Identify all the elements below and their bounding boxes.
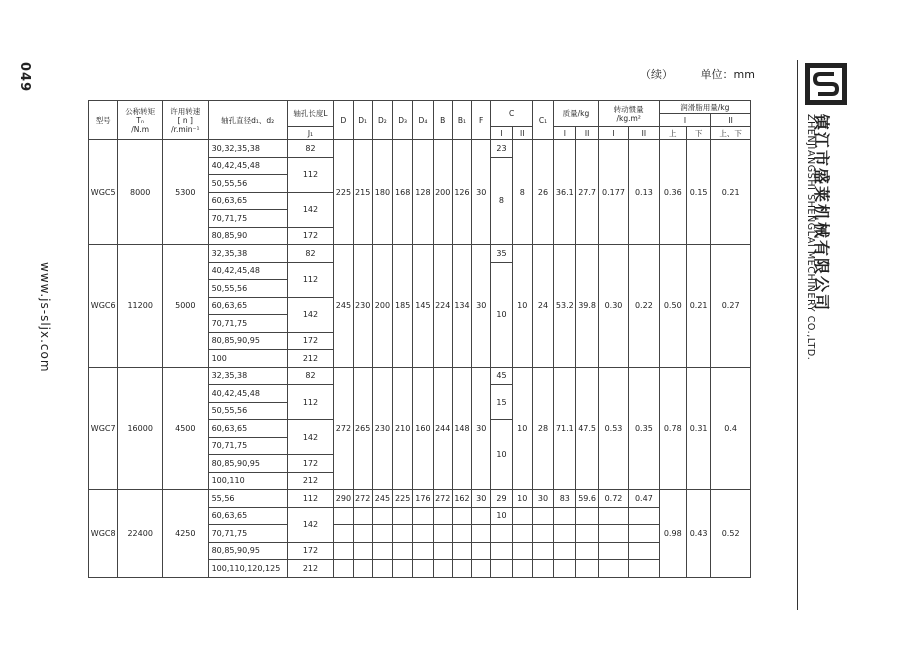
- dim-B1-cell: 162: [452, 490, 471, 508]
- table-row: [89, 245, 751, 263]
- mass-II-empty: [576, 560, 598, 578]
- dim-D1-cell: 272: [353, 490, 372, 508]
- company-logo-icon: [804, 62, 848, 106]
- dim-F-cell: 30: [472, 490, 491, 508]
- bore-cell: 32,35,38: [208, 245, 287, 263]
- dim-D1-cell: 215: [353, 140, 372, 245]
- dim-D2-cell: 230: [372, 367, 392, 490]
- dim-B-cell: 244: [433, 367, 452, 490]
- header-D4: D₄: [413, 101, 433, 140]
- bore-cell: 70,71,75: [208, 525, 287, 543]
- bore-cell: 60,63,65: [208, 507, 287, 525]
- header-D: D: [334, 101, 353, 140]
- length-cell: 212: [287, 560, 334, 578]
- header-grease-II: II: [711, 114, 751, 127]
- dim-C-II-empty: [512, 507, 532, 542]
- length-cell: 112: [287, 262, 334, 297]
- dim-D1-cell: 230: [353, 245, 372, 368]
- dim-F-cell: 30: [472, 140, 491, 245]
- dim-D1-empty: [353, 560, 372, 578]
- inertia-II-cell: 0.35: [629, 367, 659, 490]
- dim-C1-empty: [532, 560, 553, 578]
- header-inertia-II: II: [629, 127, 659, 140]
- bore-cell: 70,71,75: [208, 437, 287, 455]
- dim-D4-cell: 176: [413, 490, 433, 508]
- dim-F-cell: 30: [472, 367, 491, 490]
- mass-II-empty: [576, 542, 598, 560]
- torque-cell: 11200: [118, 245, 163, 368]
- inertia-I-cell: 0.30: [598, 245, 628, 368]
- header-grease-I: I: [659, 114, 711, 127]
- inertia-II-cell: 0.13: [629, 140, 659, 245]
- dim-D-empty: [334, 507, 353, 542]
- mass-II-cell: 39.8: [576, 245, 598, 368]
- bore-cell: 100,110,120,125: [208, 560, 287, 578]
- dim-B-cell: 272: [433, 490, 452, 508]
- dim-D4-empty: [413, 560, 433, 578]
- length-cell: 142: [287, 507, 334, 542]
- dim-D1-empty: [353, 507, 372, 542]
- grease-bottom-cell: 0.21: [686, 245, 710, 368]
- dim-C-I-value: 10: [496, 511, 507, 521]
- dim-C-I-cell: 23: [491, 140, 512, 158]
- dim-D3-cell: 225: [393, 490, 413, 508]
- length-cell: 212: [287, 472, 334, 490]
- dim-B1-empty: [452, 507, 471, 542]
- header-C1: C₁: [532, 101, 553, 140]
- mass-I-cell: 53.2: [554, 245, 576, 368]
- page-number: 049: [17, 62, 32, 93]
- header-torque-name: 公称转矩: [125, 106, 156, 116]
- dim-B-empty: [433, 560, 452, 578]
- dim-C-I-cell: 10: [491, 420, 512, 490]
- header-length: 轴孔长度L: [287, 101, 334, 127]
- dim-D2-empty: [372, 560, 392, 578]
- grease-top-cell: 0.36: [659, 140, 686, 245]
- dim-D-empty: [334, 560, 353, 578]
- dim-D1-empty: [353, 542, 372, 560]
- dim-C1-empty: [532, 542, 553, 560]
- bore-cell: 55,56: [208, 490, 287, 508]
- header-inertia-I: I: [598, 127, 628, 140]
- grease-bottom-cell: 0.43: [686, 490, 710, 578]
- dim-D3-cell: 168: [393, 140, 413, 245]
- bore-cell: 80,85,90,95: [208, 455, 287, 473]
- dim-D1-cell: 265: [353, 367, 372, 490]
- grease-II-cell: 0.4: [711, 367, 751, 490]
- inertia-I-empty: [598, 507, 628, 542]
- speed-cell: 5300: [162, 140, 208, 245]
- dim-C-II-empty: [512, 542, 532, 560]
- dim-B-cell: 224: [433, 245, 452, 368]
- header-torque: [118, 101, 163, 140]
- dim-D4-cell: 145: [413, 245, 433, 368]
- mass-II-cell: 47.5: [576, 367, 598, 490]
- dim-D2-empty: [372, 507, 392, 542]
- model-cell: WGC6: [89, 245, 118, 368]
- mass-I-cell: 36.1: [554, 140, 576, 245]
- bore-cell: 50,55,56: [208, 402, 287, 420]
- dim-D4-empty: [413, 507, 433, 542]
- header-grease-bottom: 下: [686, 127, 710, 140]
- dim-F-empty: [472, 542, 491, 560]
- speed-cell: 4250: [162, 490, 208, 578]
- inertia-II-empty: [629, 560, 659, 578]
- length-cell: 212: [287, 350, 334, 368]
- grease-II-cell: 0.52: [711, 490, 751, 578]
- dim-D-cell: 245: [334, 245, 353, 368]
- header-model: 型号: [89, 101, 118, 140]
- dim-C1-empty: [532, 507, 553, 542]
- grease-II-cell: 0.27: [711, 245, 751, 368]
- dim-C-I-cell: 35: [491, 245, 512, 263]
- length-cell: 112: [287, 385, 334, 420]
- header-grease-top-bottom: 上、下: [711, 127, 751, 140]
- mass-II-cell: 59.6: [576, 490, 598, 508]
- bore-cell: 50,55,56: [208, 280, 287, 298]
- dim-B1-empty: [452, 560, 471, 578]
- dim-B1-cell: 126: [452, 140, 471, 245]
- dim-D4-empty: [413, 542, 433, 560]
- header-C-I: I: [491, 127, 512, 140]
- header-speed-symbol: [ n ]: [177, 115, 193, 125]
- dim-B-empty: [433, 507, 452, 542]
- unit-label: 单位：mm: [700, 68, 755, 81]
- dim-C1-cell: 24: [532, 245, 553, 368]
- website-url: www.js-sljx.com: [38, 262, 52, 373]
- header-speed-name: 许用转速: [170, 106, 201, 116]
- grease-bottom-cell: 0.31: [686, 367, 710, 490]
- bore-cell: 80,85,90: [208, 227, 287, 245]
- dim-C-II-empty: [512, 560, 532, 578]
- dim-C-II-cell: 10: [512, 490, 532, 508]
- bore-cell: 32,35,38: [208, 367, 287, 385]
- grease-II-cell: 0.21: [711, 140, 751, 245]
- dim-C-I-empty: [491, 542, 512, 560]
- length-cell: 172: [287, 542, 334, 560]
- dim-C-I-cell: 15: [491, 385, 512, 420]
- header-speed-unit: /r.min⁻¹: [171, 124, 200, 134]
- length-cell: 172: [287, 227, 334, 245]
- bore-cell: 80,85,90,95: [208, 542, 287, 560]
- dim-D3-cell: 185: [393, 245, 413, 368]
- mass-II-cell: 27.7: [576, 140, 598, 245]
- dim-D-empty: [334, 542, 353, 560]
- header-inertia-name: 转动惯量: [613, 104, 644, 114]
- dim-D3-empty: [393, 542, 413, 560]
- grease-top-cell: 0.78: [659, 367, 686, 490]
- torque-cell: 8000: [118, 140, 163, 245]
- header-torque-unit: /N.m: [131, 124, 150, 134]
- bore-cell: 30,32,35,38: [208, 140, 287, 158]
- bore-cell: 40,42,45,48: [208, 157, 287, 175]
- bore-cell: 40,42,45,48: [208, 262, 287, 280]
- header-mass-I: I: [554, 127, 576, 140]
- dim-D2-empty: [372, 542, 392, 560]
- dim-D2-cell: 180: [372, 140, 392, 245]
- dim-B-empty: [433, 542, 452, 560]
- inertia-I-empty: [598, 542, 628, 560]
- dim-F-empty: [472, 507, 491, 542]
- bore-cell: 100,110: [208, 472, 287, 490]
- mass-I-empty: [554, 507, 576, 542]
- header-torque-symbol: Tₙ: [136, 115, 144, 125]
- length-cell: 142: [287, 192, 334, 227]
- dim-C-I-empty: [491, 560, 512, 578]
- torque-cell: 16000: [118, 367, 163, 490]
- speed-cell: 4500: [162, 367, 208, 490]
- header-grease-top: 上: [659, 127, 686, 140]
- dim-B-cell: 200: [433, 140, 452, 245]
- length-cell: 142: [287, 420, 334, 455]
- length-cell: 142: [287, 297, 334, 332]
- length-cell: 82: [287, 367, 334, 385]
- dim-C-I-cell: [491, 507, 512, 542]
- dim-B1-empty: [452, 542, 471, 560]
- dim-C-I-cell: 10: [491, 262, 512, 367]
- unit-line: [640, 66, 779, 82]
- bore-cell: 40,42,45,48: [208, 385, 287, 403]
- continued-label: （续）: [640, 68, 673, 81]
- table-row: [89, 367, 751, 385]
- inertia-II-empty: [629, 507, 659, 542]
- length-cell: 112: [287, 490, 334, 508]
- bore-cell: 60,63,65: [208, 297, 287, 315]
- coupling-spec-table: [88, 100, 751, 578]
- grease-bottom-cell: 0.15: [686, 140, 710, 245]
- dim-D2-cell: 245: [372, 490, 392, 508]
- mass-I-cell: 83: [554, 490, 576, 508]
- bore-cell: 70,71,75: [208, 315, 287, 333]
- header-D2: D₂: [372, 101, 392, 140]
- model-cell: WGC7: [89, 367, 118, 490]
- dim-B1-cell: 148: [452, 367, 471, 490]
- bore-cell: 100: [208, 350, 287, 368]
- dim-D-cell: 225: [334, 140, 353, 245]
- header-D3: D₃: [393, 101, 413, 140]
- dim-D3-empty: [393, 560, 413, 578]
- dim-C-I-cell: 45: [491, 367, 512, 385]
- header-B: B: [433, 101, 452, 140]
- header-inertia: [598, 101, 659, 127]
- dim-C-II-cell: 10: [512, 367, 532, 490]
- bore-cell: 60,63,65: [208, 420, 287, 438]
- speed-cell: 5000: [162, 245, 208, 368]
- company-name-en: ZHENJIANGSHI SHENGLAI MECHINERY CO.,LTD.: [805, 114, 816, 361]
- dim-D4-cell: 160: [413, 367, 433, 490]
- header-mass: 质量/kg: [554, 101, 599, 127]
- inertia-II-empty: [629, 542, 659, 560]
- table-row: [89, 490, 751, 508]
- bore-cell: 60,63,65: [208, 192, 287, 210]
- dim-D3-cell: 210: [393, 367, 413, 490]
- inertia-I-empty: [598, 560, 628, 578]
- header-C-II: II: [512, 127, 532, 140]
- header-mass-II: II: [576, 127, 598, 140]
- inertia-I-cell: 0.177: [598, 140, 628, 245]
- mass-I-empty: [554, 560, 576, 578]
- dim-C1-cell: 30: [532, 490, 553, 508]
- dim-C1-cell: 28: [532, 367, 553, 490]
- length-cell: 172: [287, 332, 334, 350]
- model-cell: WGC8: [89, 490, 118, 578]
- torque-cell: 22400: [118, 490, 163, 578]
- dim-C-II-cell: 10: [512, 245, 532, 368]
- inertia-II-cell: 0.47: [629, 490, 659, 508]
- header-B1: B₁: [452, 101, 471, 140]
- mass-I-cell: 71.1: [554, 367, 576, 490]
- header-bore: 轴孔直径d₁、d₂: [208, 101, 287, 140]
- header-grease: 润滑脂用量/kg: [659, 101, 750, 114]
- dim-D2-cell: 200: [372, 245, 392, 368]
- header-C: C: [491, 101, 533, 127]
- grease-top-cell: 0.98: [659, 490, 686, 578]
- length-cell: 172: [287, 455, 334, 473]
- dim-C-I-cell: 8: [491, 157, 512, 245]
- dim-C-II-cell: 8: [512, 140, 532, 245]
- mass-I-empty: [554, 542, 576, 560]
- inertia-I-cell: 0.72: [598, 490, 628, 508]
- header-length-J1: J₁: [287, 127, 334, 140]
- bore-cell: 50,55,56: [208, 175, 287, 193]
- header-D1: D₁: [353, 101, 372, 140]
- dim-D3-empty: [393, 507, 413, 542]
- inertia-II-cell: 0.22: [629, 245, 659, 368]
- right-divider: [797, 60, 798, 610]
- inertia-I-cell: 0.53: [598, 367, 628, 490]
- bore-cell: 80,85,90,95: [208, 332, 287, 350]
- mass-II-empty: [576, 507, 598, 542]
- header-inertia-unit: /kg.m²: [616, 113, 641, 123]
- dim-C-I-cell: 29: [491, 490, 512, 508]
- header-speed: [162, 101, 208, 140]
- header-F: F: [472, 101, 491, 140]
- grease-top-cell: 0.50: [659, 245, 686, 368]
- company-name-cn: 镇江市盛莱机械有限公司: [812, 114, 831, 313]
- length-cell: 112: [287, 157, 334, 192]
- length-cell: 82: [287, 140, 334, 158]
- table-row: [89, 140, 751, 158]
- dim-D-cell: 272: [334, 367, 353, 490]
- length-cell: 82: [287, 245, 334, 263]
- dim-D4-cell: 128: [413, 140, 433, 245]
- dim-F-cell: 30: [472, 245, 491, 368]
- dim-B1-cell: 134: [452, 245, 471, 368]
- dim-D-cell: 290: [334, 490, 353, 508]
- dim-C1-cell: 26: [532, 140, 553, 245]
- dim-F-empty: [472, 560, 491, 578]
- bore-cell: 70,71,75: [208, 210, 287, 228]
- model-cell: WGC5: [89, 140, 118, 245]
